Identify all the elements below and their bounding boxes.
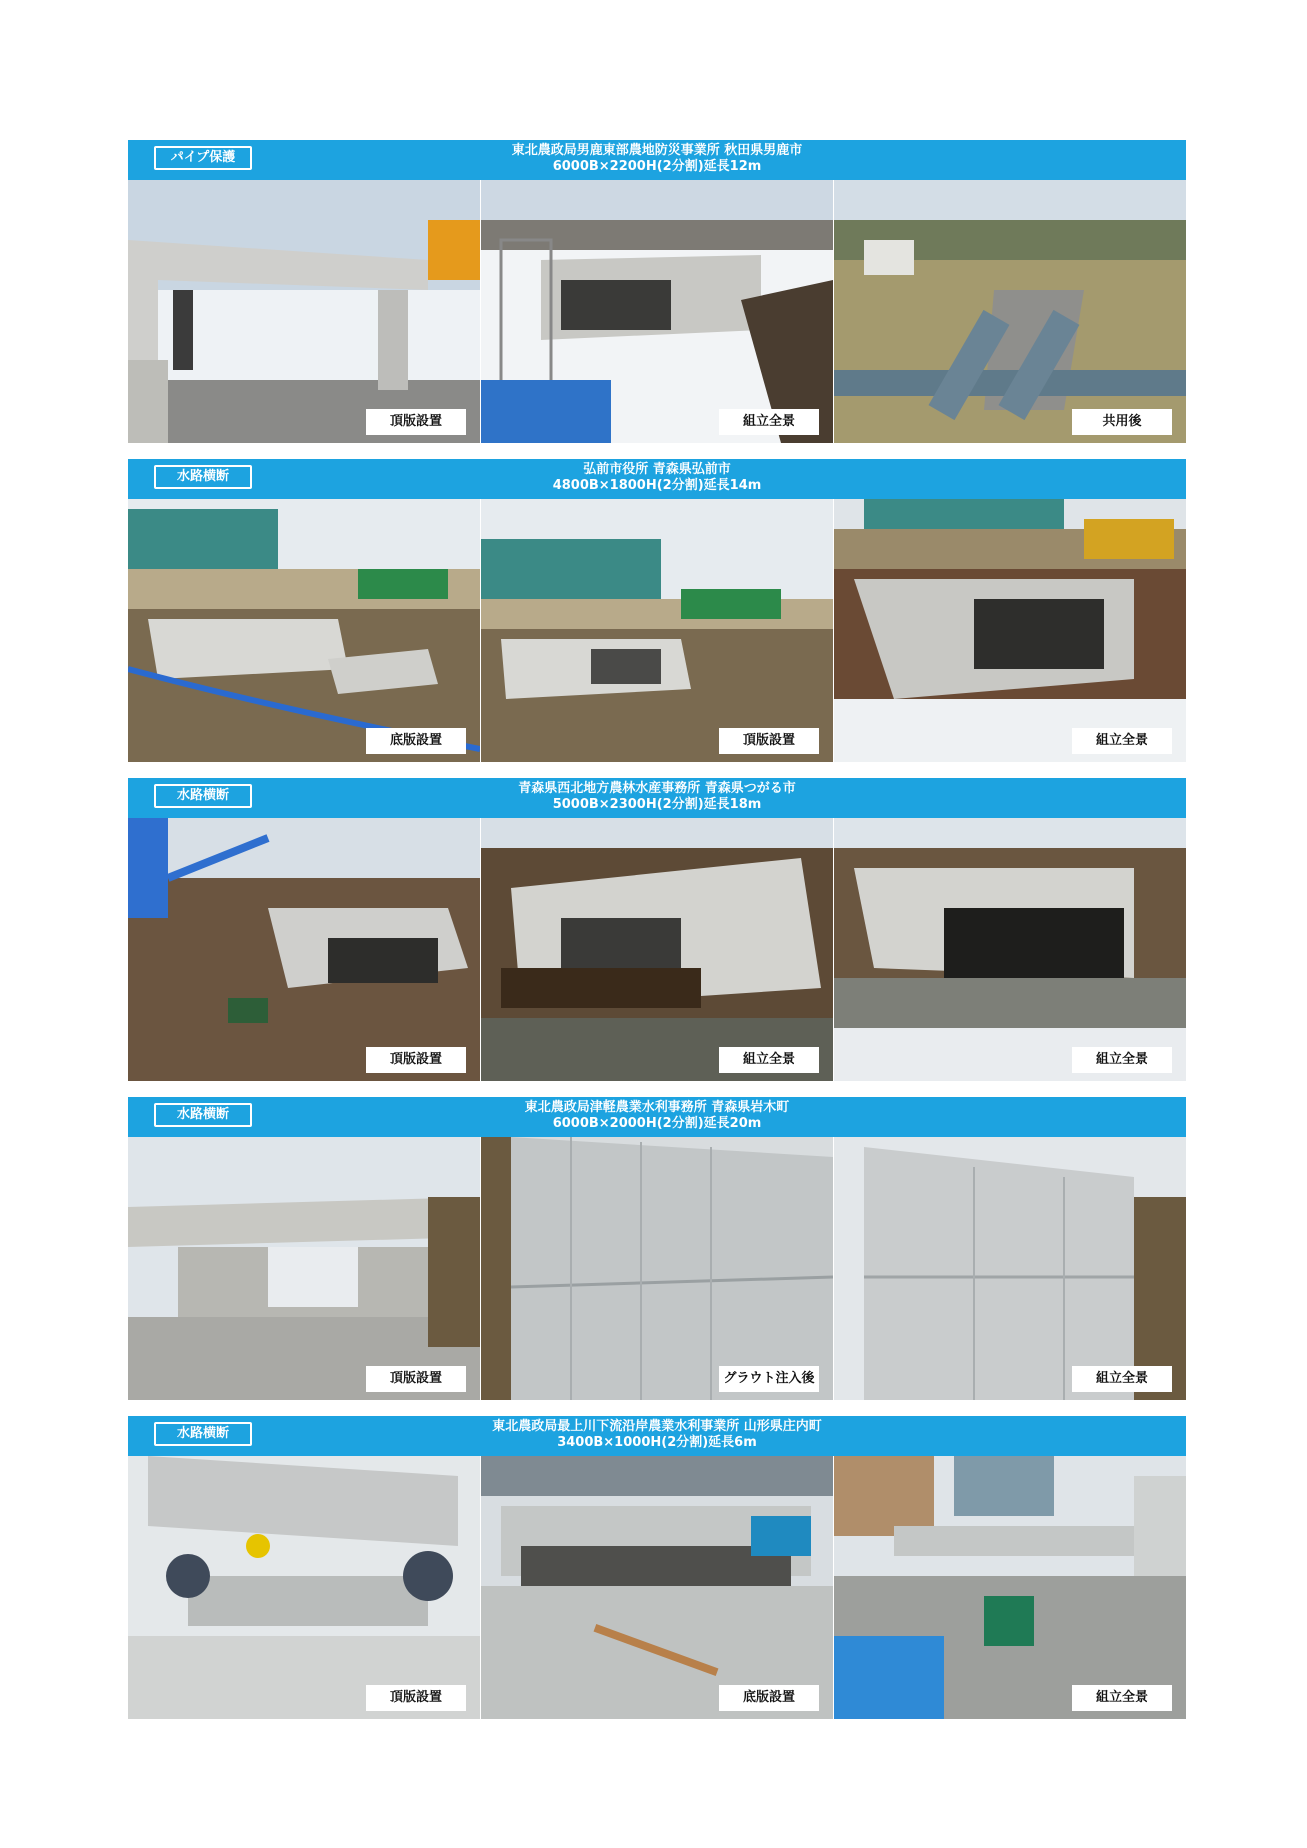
project-titles	[268, 143, 1046, 175]
photo-caption: 組立全景	[1072, 1366, 1172, 1392]
photo-caption: 頂版設置	[366, 1047, 466, 1073]
photo-image	[834, 1456, 1186, 1719]
photo-image	[834, 180, 1186, 443]
project-spec: 6000B×2000H(2分割)延長20m	[552, 1116, 762, 1131]
photo-image	[834, 1137, 1186, 1400]
construction-photo	[481, 180, 833, 443]
photo-image	[128, 180, 480, 443]
construction-photo	[834, 499, 1186, 762]
photo-caption: 組立全景	[1072, 1047, 1172, 1073]
photo-image	[128, 1456, 480, 1719]
project-title: 東北農政局最上川下流沿岸農業水利事業所 山形県庄内町	[492, 1419, 822, 1434]
project-section	[128, 140, 1186, 443]
construction-photo	[834, 1137, 1186, 1400]
project-title: 弘前市役所 青森県弘前市	[583, 462, 731, 477]
photo-row	[128, 818, 1186, 1081]
construction-photo	[481, 818, 833, 1081]
project-title: 青森県西北地方農林水産事務所 青森県つがる市	[518, 781, 796, 796]
construction-photo	[834, 818, 1186, 1081]
project-titles	[268, 1100, 1046, 1132]
photo-caption: 組立全景	[1072, 1685, 1172, 1711]
construction-photo	[481, 1456, 833, 1719]
project-section	[128, 1416, 1186, 1719]
category-tag: 水路横断	[154, 465, 252, 489]
project-titles	[268, 462, 1046, 494]
photo-row	[128, 180, 1186, 443]
photo-image	[481, 499, 833, 762]
section-banner	[128, 778, 1186, 818]
section-banner	[128, 1097, 1186, 1137]
photo-image	[128, 499, 480, 762]
construction-photo	[481, 1137, 833, 1400]
photo-image	[481, 818, 833, 1081]
project-titles	[268, 781, 1046, 813]
project-section	[128, 459, 1186, 762]
photo-row	[128, 1456, 1186, 1719]
section-banner	[128, 1416, 1186, 1456]
project-titles	[268, 1419, 1046, 1451]
photo-image	[481, 1456, 833, 1719]
construction-photo	[128, 499, 480, 762]
project-spec: 3400B×1000H(2分割)延長6m	[557, 1435, 757, 1450]
photo-row	[128, 499, 1186, 762]
section-banner	[128, 459, 1186, 499]
photo-caption: 組立全景	[719, 409, 819, 435]
construction-photo	[128, 1137, 480, 1400]
category-tag: 水路横断	[154, 1422, 252, 1446]
category-tag: 水路横断	[154, 1103, 252, 1127]
project-title: 東北農政局男鹿東部農地防災事業所 秋田県男鹿市	[511, 143, 803, 158]
section-banner	[128, 140, 1186, 180]
photo-image	[834, 818, 1186, 1081]
photo-caption: 頂版設置	[366, 409, 466, 435]
project-spec: 4800B×1800H(2分割)延長14m	[552, 478, 762, 493]
project-spec: 5000B×2300H(2分割)延長18m	[552, 797, 762, 812]
project-section	[128, 1097, 1186, 1400]
photo-image	[128, 1137, 480, 1400]
photo-caption: 組立全景	[1072, 728, 1172, 754]
construction-photo	[128, 1456, 480, 1719]
photo-caption: 底版設置	[719, 1685, 819, 1711]
photo-image	[481, 180, 833, 443]
project-section	[128, 778, 1186, 1081]
photo-caption: 共用後	[1072, 409, 1172, 435]
project-title: 東北農政局津軽農業水利事務所 青森県岩木町	[524, 1100, 790, 1115]
construction-photo	[128, 818, 480, 1081]
photo-caption: 頂版設置	[719, 728, 819, 754]
project-spec: 6000B×2200H(2分割)延長12m	[552, 159, 762, 174]
category-tag: 水路横断	[154, 784, 252, 808]
construction-photo	[481, 499, 833, 762]
construction-photo	[128, 180, 480, 443]
photo-caption: 組立全景	[719, 1047, 819, 1073]
photo-caption: グラウト注入後	[719, 1366, 819, 1392]
photo-caption: 底版設置	[366, 728, 466, 754]
category-tag: パイプ保護	[154, 146, 252, 170]
document-page	[128, 140, 1186, 1735]
photo-row	[128, 1137, 1186, 1400]
photo-caption: 頂版設置	[366, 1366, 466, 1392]
construction-photo	[834, 180, 1186, 443]
construction-photo	[834, 1456, 1186, 1719]
photo-image	[481, 1137, 833, 1400]
photo-image	[128, 818, 480, 1081]
photo-caption: 頂版設置	[366, 1685, 466, 1711]
photo-image	[834, 499, 1186, 762]
